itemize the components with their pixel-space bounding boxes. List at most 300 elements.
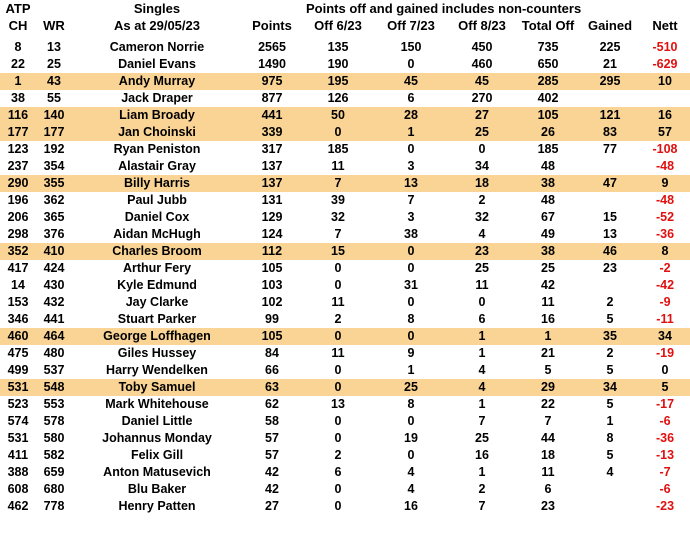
cell-off6: 2 [334, 312, 342, 326]
table-row [0, 73, 690, 90]
cell-off7: 1 [374, 124, 448, 141]
singles-label: Singles [133, 1, 181, 16]
cell-nett: -42 [655, 278, 675, 292]
cell-gained: 34 [580, 379, 640, 396]
col-off7: Off 7/23 [387, 18, 435, 33]
cell-nett: -23 [655, 499, 675, 513]
cell-off8: 11 [475, 278, 489, 292]
cell-off8: 45 [448, 73, 516, 90]
cell-total: 735 [537, 40, 559, 54]
table-row [0, 413, 690, 430]
cell-name: Charles Broom [72, 243, 242, 260]
cell-points: 42 [265, 465, 279, 479]
cell-total: 1 [516, 328, 580, 345]
cell-ch: 346 [7, 312, 29, 326]
cell-name: Giles Hussey [117, 346, 197, 360]
cell-wr: 25 [47, 57, 61, 71]
table-row [0, 107, 690, 124]
cell-nett: 8 [640, 243, 690, 260]
cell-total: 11 [541, 465, 555, 479]
cell-wr: 55 [47, 91, 61, 105]
cell-off7: 3 [407, 210, 415, 224]
cell-points: 137 [261, 159, 283, 173]
points-note: Points off and gained includes non-counters [306, 1, 582, 16]
cell-nett: -9 [659, 295, 671, 309]
cell-off8: 460 [471, 57, 493, 71]
cell-off6: 0 [334, 482, 342, 496]
cell-total: 402 [537, 91, 559, 105]
cell-ch: 298 [7, 227, 29, 241]
cell-off8: 4 [478, 227, 486, 241]
cell-total: 67 [541, 210, 555, 224]
cell-off6: 32 [331, 210, 345, 224]
cell-gained: 2 [606, 346, 614, 360]
cell-name: Billy Harris [72, 175, 242, 192]
cell-total: 21 [541, 346, 555, 360]
cell-gained [580, 498, 640, 515]
cell-gained [580, 481, 640, 498]
cell-points: 105 [261, 261, 283, 275]
cell-name: Stuart Parker [117, 312, 197, 326]
table-row [0, 345, 690, 362]
cell-points: 99 [265, 312, 279, 326]
cell-off6: 0 [334, 278, 342, 292]
cell-nett [640, 90, 690, 107]
cell-points: 62 [265, 397, 279, 411]
cell-points: 2565 [258, 40, 286, 54]
cell-off7: 4 [407, 465, 415, 479]
table-body [0, 39, 690, 515]
cell-wr: 376 [43, 227, 65, 241]
cell-nett: -13 [655, 448, 675, 462]
table-row [0, 362, 690, 379]
cell-name: Andy Murray [72, 73, 242, 90]
cell-off7: 31 [404, 278, 418, 292]
cell-total: 105 [516, 107, 580, 124]
table-row [0, 447, 690, 464]
cell-name: Daniel Cox [124, 210, 190, 224]
cell-wr: 548 [36, 379, 72, 396]
cell-off6: 2 [334, 448, 342, 462]
cell-name: Cameron Norrie [109, 40, 205, 54]
atp-label: ATP [5, 1, 31, 16]
cell-ch: 206 [7, 210, 29, 224]
cell-gained: 5 [606, 397, 614, 411]
cell-name: Toby Samuel [72, 379, 242, 396]
cell-off7: 7 [407, 193, 415, 207]
cell-wr: 778 [43, 499, 65, 513]
cell-off6: 185 [327, 142, 349, 156]
cell-off7: 0 [407, 57, 415, 71]
cell-wr: 441 [43, 312, 65, 326]
cell-wr: 362 [43, 193, 65, 207]
cell-off7: 38 [404, 227, 418, 241]
cell-off6: 0 [334, 261, 342, 275]
cell-off8: 25 [448, 124, 516, 141]
cell-gained: 35 [580, 328, 640, 345]
cell-ch: 177 [0, 124, 36, 141]
cell-off6: 126 [327, 91, 349, 105]
cell-total: 38 [516, 243, 580, 260]
cell-wr: 140 [36, 107, 72, 124]
cell-name: Mark Whitehouse [105, 397, 209, 411]
cell-off8: 1 [478, 346, 486, 360]
cell-nett: -6 [659, 482, 671, 496]
cell-ch: 8 [14, 40, 22, 54]
cell-nett: -19 [655, 346, 675, 360]
cell-off7: 25 [374, 379, 448, 396]
cell-off6: 11 [331, 295, 345, 309]
cell-total: 22 [541, 397, 555, 411]
cell-ch: 290 [0, 175, 36, 192]
cell-points: 1490 [258, 57, 286, 71]
table-row [0, 328, 690, 345]
cell-off6: 0 [334, 414, 342, 428]
cell-ch: 460 [0, 328, 36, 345]
cell-ch: 14 [11, 278, 25, 292]
table-row [0, 90, 690, 107]
col-total-off: Total Off [521, 18, 575, 33]
cell-off6: 0 [334, 363, 342, 377]
cell-ch: 531 [0, 379, 36, 396]
cell-wr: 430 [43, 278, 65, 292]
cell-nett: -36 [655, 227, 675, 241]
cell-total: 38 [516, 175, 580, 192]
cell-off6: 13 [331, 397, 345, 411]
table-row [0, 294, 690, 311]
cell-wr: 582 [43, 448, 65, 462]
cell-ch: 574 [7, 414, 29, 428]
cell-name: Daniel Little [121, 414, 193, 428]
cell-wr: 177 [36, 124, 72, 141]
cell-off8: 1 [448, 328, 516, 345]
cell-gained: 46 [580, 243, 640, 260]
cell-ch: 153 [7, 295, 29, 309]
cell-off8: 7 [478, 414, 486, 428]
cell-total: 25 [541, 261, 555, 275]
cell-total: 285 [516, 73, 580, 90]
cell-total: 44 [541, 431, 555, 445]
cell-off8: 1 [478, 465, 486, 479]
cell-total: 23 [541, 499, 555, 513]
cell-gained: 5 [606, 363, 614, 377]
cell-off8: 6 [478, 312, 486, 326]
cell-gained: 8 [606, 431, 614, 445]
cell-off8: 18 [448, 175, 516, 192]
col-as-at: As at 29/05/23 [113, 18, 200, 33]
cell-points: 27 [265, 499, 279, 513]
cell-points: 129 [261, 210, 283, 224]
cell-ch: 475 [7, 346, 29, 360]
cell-off8: 2 [478, 193, 486, 207]
cell-gained: 5 [606, 312, 614, 326]
cell-wr: 365 [43, 210, 65, 224]
cell-points: 877 [261, 91, 283, 105]
cell-nett: -48 [655, 159, 675, 173]
cell-gained [580, 90, 640, 107]
cell-ch: 417 [7, 261, 29, 275]
cell-gained: 295 [580, 73, 640, 90]
cell-off7: 150 [400, 40, 422, 54]
cell-off7: 16 [404, 499, 418, 513]
cell-nett: 5 [640, 379, 690, 396]
cell-ch: 123 [7, 142, 29, 156]
cell-ch: 38 [11, 91, 25, 105]
cell-gained: 15 [603, 210, 617, 224]
cell-total: 650 [537, 57, 559, 71]
cell-wr: 578 [43, 414, 65, 428]
table-row [0, 464, 690, 481]
cell-off7: 8 [407, 312, 415, 326]
cell-gained: 5 [606, 448, 614, 462]
cell-total: 48 [541, 193, 555, 207]
table-row [0, 277, 690, 294]
cell-gained: 23 [603, 261, 617, 275]
cell-off6: 7 [334, 227, 342, 241]
cell-wr: 424 [43, 261, 65, 275]
cell-name: Kyle Edmund [117, 278, 197, 292]
cell-off7: 9 [407, 346, 415, 360]
cell-nett: 0 [661, 363, 669, 377]
cell-points: 339 [242, 124, 302, 141]
cell-total: 49 [541, 227, 555, 241]
cell-points: 58 [265, 414, 279, 428]
table-row [0, 243, 690, 260]
cell-points: 63 [242, 379, 302, 396]
cell-points: 975 [242, 73, 302, 90]
cell-ch: 608 [7, 482, 29, 496]
cell-ch: 196 [7, 193, 29, 207]
cell-ch: 411 [7, 448, 29, 462]
cell-nett: -7 [659, 465, 671, 479]
cell-off6: 6 [334, 465, 342, 479]
cell-ch: 1 [0, 73, 36, 90]
cell-total: 185 [537, 142, 559, 156]
table-row [0, 498, 690, 515]
cell-gained: 4 [606, 465, 614, 479]
cell-name: George Loffhagen [72, 328, 242, 345]
cell-off8: 34 [475, 159, 489, 173]
table-row [0, 141, 690, 158]
table-row [0, 192, 690, 209]
cell-off6: 0 [302, 124, 374, 141]
table-row [0, 175, 690, 192]
table-row [0, 260, 690, 277]
table-row [0, 56, 690, 73]
cell-off6: 7 [302, 175, 374, 192]
col-nett: Nett [652, 18, 678, 33]
cell-wr: 432 [43, 295, 65, 309]
cell-ch: 237 [7, 159, 29, 173]
cell-nett: -629 [652, 57, 678, 71]
cell-off6: 135 [327, 40, 349, 54]
cell-ch: 116 [0, 107, 36, 124]
cell-name: Felix Gill [130, 448, 184, 462]
cell-total: 48 [541, 159, 555, 173]
cell-off8: 27 [448, 107, 516, 124]
cell-wr: 192 [43, 142, 65, 156]
cell-wr: 464 [36, 328, 72, 345]
cell-points: 42 [265, 482, 279, 496]
cell-points: 137 [242, 175, 302, 192]
cell-wr: 680 [43, 482, 65, 496]
col-wr: WR [43, 18, 65, 33]
table-row [0, 396, 690, 413]
cell-gained: 225 [599, 40, 621, 54]
table-row [0, 481, 690, 498]
cell-name: Henry Patten [118, 499, 196, 513]
cell-nett: 9 [640, 175, 690, 192]
cell-nett: -36 [655, 431, 675, 445]
cell-off8: 32 [475, 210, 489, 224]
cell-points: 105 [242, 328, 302, 345]
cell-gained: 21 [603, 57, 617, 71]
cell-gained: 121 [580, 107, 640, 124]
cell-ch: 388 [7, 465, 29, 479]
cell-off7: 3 [407, 159, 415, 173]
cell-name: Blu Baker [127, 482, 187, 496]
cell-off7: 0 [407, 142, 415, 156]
cell-off8: 25 [475, 431, 489, 445]
cell-off6: 0 [302, 328, 374, 345]
cell-total: 5 [544, 363, 552, 377]
cell-points: 57 [265, 448, 279, 462]
cell-points: 66 [265, 363, 279, 377]
cell-nett: -17 [655, 397, 675, 411]
cell-total: 6 [544, 482, 552, 496]
cell-name: Johannus Monday [102, 431, 212, 445]
cell-off7: 28 [374, 107, 448, 124]
cell-off8: 25 [475, 261, 489, 275]
cell-wr: 553 [43, 397, 65, 411]
cell-off7: 0 [407, 261, 415, 275]
cell-points: 441 [242, 107, 302, 124]
cell-total: 11 [541, 295, 555, 309]
cell-nett: -108 [652, 142, 678, 156]
cell-off6: 0 [302, 379, 374, 396]
cell-total: 16 [541, 312, 555, 326]
cell-name: Ryan Peniston [113, 142, 201, 156]
table-row [0, 124, 690, 141]
cell-name: Alastair Gray [118, 159, 196, 173]
cell-ch: 531 [7, 431, 29, 445]
cell-off8: 23 [448, 243, 516, 260]
cell-off8: 0 [478, 142, 486, 156]
cell-off6: 15 [302, 243, 374, 260]
cell-off7: 45 [374, 73, 448, 90]
cell-off7: 6 [407, 91, 415, 105]
cell-off8: 270 [471, 91, 493, 105]
cell-nett: -6 [659, 414, 671, 428]
cell-nett: 10 [640, 73, 690, 90]
cell-name: Daniel Evans [118, 57, 196, 71]
cell-off8: 2 [478, 482, 486, 496]
cell-off8: 1 [478, 397, 486, 411]
cell-off8: 450 [471, 40, 493, 54]
cell-gained [580, 277, 640, 294]
cell-off6: 11 [331, 346, 345, 360]
cell-off6: 0 [334, 499, 342, 513]
cell-name: Anton Matusevich [103, 465, 211, 479]
table-row [0, 209, 690, 226]
cell-off8: 7 [478, 499, 486, 513]
cell-nett: -11 [656, 312, 674, 326]
cell-ch: 22 [11, 57, 25, 71]
table-row [0, 158, 690, 175]
cell-gained: 2 [606, 295, 614, 309]
cell-points: 112 [242, 243, 302, 260]
cell-off7: 19 [404, 431, 418, 445]
col-points: Points [252, 18, 292, 33]
cell-off8: 4 [478, 363, 486, 377]
cell-off6: 190 [327, 57, 349, 71]
cell-wr: 410 [36, 243, 72, 260]
cell-off6: 0 [334, 431, 342, 445]
col-ch: CH [8, 18, 28, 33]
col-gained: Gained [587, 18, 633, 33]
cell-total: 18 [541, 448, 555, 462]
cell-off7: 13 [374, 175, 448, 192]
cell-wr: 580 [43, 431, 65, 445]
cell-total: 26 [516, 124, 580, 141]
cell-wr: 480 [43, 346, 65, 360]
cell-off8: 16 [475, 448, 489, 462]
cell-off7: 0 [407, 448, 415, 462]
cell-points: 317 [261, 142, 283, 156]
cell-name: Jack Draper [121, 91, 193, 105]
cell-wr: 537 [43, 363, 65, 377]
cell-wr: 354 [43, 159, 65, 173]
cell-nett: -510 [652, 40, 678, 54]
cell-off6: 195 [302, 73, 374, 90]
cell-points: 103 [261, 278, 283, 292]
cell-gained: 77 [603, 142, 617, 156]
cell-wr: 13 [47, 40, 61, 54]
cell-wr: 659 [43, 465, 65, 479]
table-row [0, 39, 690, 56]
cell-gained [580, 158, 640, 175]
cell-points: 131 [261, 193, 283, 207]
cell-name: Paul Jubb [127, 193, 187, 207]
cell-off8: 4 [448, 379, 516, 396]
cell-name: Jan Choinski [72, 124, 242, 141]
cell-off7: 0 [374, 243, 448, 260]
cell-nett: -52 [655, 210, 675, 224]
table-header [0, 0, 690, 39]
table-row [0, 226, 690, 243]
cell-gained: 1 [606, 414, 614, 428]
cell-off7: 1 [407, 363, 415, 377]
cell-gained: 13 [603, 227, 617, 241]
cell-gained: 47 [580, 175, 640, 192]
cell-ch: 352 [0, 243, 36, 260]
cell-ch: 499 [7, 363, 29, 377]
cell-points: 102 [261, 295, 283, 309]
cell-off7: 8 [407, 397, 415, 411]
table-row [0, 379, 690, 396]
cell-name: Aidan McHugh [113, 227, 201, 241]
table-row [0, 430, 690, 447]
cell-total: 29 [516, 379, 580, 396]
cell-name: Arthur Fery [122, 261, 192, 275]
cell-off6: 39 [331, 193, 345, 207]
cell-gained: 83 [580, 124, 640, 141]
cell-off6: 11 [331, 159, 345, 173]
cell-nett: 57 [640, 124, 690, 141]
cell-nett: -2 [659, 261, 671, 275]
cell-nett: 16 [640, 107, 690, 124]
cell-points: 124 [261, 227, 283, 241]
